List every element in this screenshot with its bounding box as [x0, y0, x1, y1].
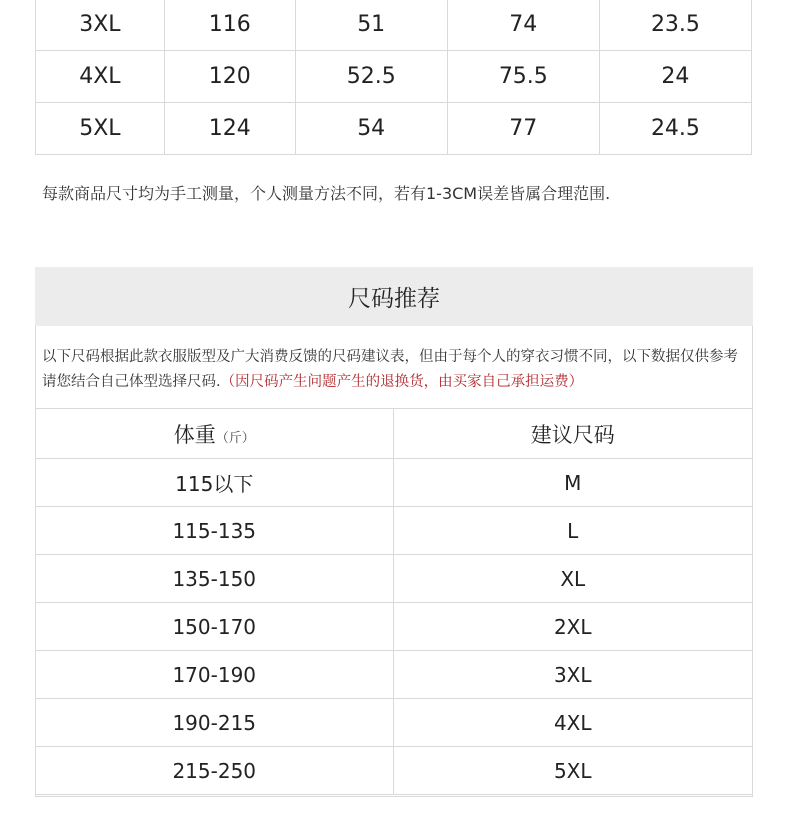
weight-cell: 115以下	[36, 459, 394, 507]
size-cell: 2XL	[393, 603, 753, 651]
table-row	[36, 699, 753, 747]
table-cell: 24.5	[599, 103, 751, 155]
table-row	[36, 103, 752, 155]
recommendation-description	[42, 345, 752, 395]
table-row	[36, 51, 752, 103]
table-header	[36, 409, 753, 459]
table-row	[36, 507, 753, 555]
weight-cell: 150-170	[36, 603, 394, 651]
shipping-warning: （因尺码产生问题产生的退换货，由买家自己承担运费）	[220, 374, 584, 390]
size-cell: L	[393, 507, 753, 555]
table-row	[36, 747, 753, 795]
weight-header-label: 体重	[173, 422, 216, 447]
weight-unit-label: （斤）	[215, 430, 255, 446]
size-cell: XL	[393, 555, 753, 603]
weight-cell: 215-250	[36, 747, 394, 795]
table-cell: 24	[599, 51, 751, 103]
table-cell: 51	[295, 0, 447, 51]
table-row	[36, 459, 753, 507]
table-row	[36, 603, 753, 651]
section-title-text: 尺码推荐	[348, 286, 440, 312]
size-cell: M	[393, 459, 753, 507]
size-cell: 4XL	[393, 699, 753, 747]
table-cell: 54	[295, 103, 447, 155]
table-cell: 3XL	[36, 0, 165, 51]
table-row	[36, 651, 753, 699]
table-cell: 4XL	[36, 51, 165, 103]
table-cell: 74	[447, 0, 599, 51]
table-cell: 23.5	[599, 0, 751, 51]
description-text: 以下尺码根据此款衣服版型及广大消费反馈的尺码建议表，但由于每个人的穿衣习惯不同，以下数据仅供参考请您结合自己体型选择尺码.	[42, 349, 738, 390]
table-cell: 5XL	[36, 103, 165, 155]
table-cell: 116	[164, 0, 295, 51]
size-column-header: 建议尺码	[393, 409, 753, 459]
size-table-body	[36, 0, 752, 155]
weight-cell: 190-215	[36, 699, 394, 747]
table-row	[36, 555, 753, 603]
table-body	[36, 459, 753, 795]
table-row	[36, 0, 752, 51]
table-cell: 124	[164, 103, 295, 155]
size-cell: 3XL	[393, 651, 753, 699]
weight-cell: 115-135	[36, 507, 394, 555]
table-cell: 75.5	[447, 51, 599, 103]
weight-cell: 135-150	[36, 555, 394, 603]
weight-cell: 170-190	[36, 651, 394, 699]
table-cell: 52.5	[295, 51, 447, 103]
size-table	[35, 0, 752, 155]
table-cell: 120	[164, 51, 295, 103]
table-cell: 77	[447, 103, 599, 155]
section-title	[35, 267, 753, 326]
measurement-note: 每款商品尺寸均为手工测量，个人测量方法不同，若有1-3CM误差皆属合理范围.	[42, 184, 611, 203]
size-recommendation-table	[35, 408, 753, 795]
size-cell: 5XL	[393, 747, 753, 795]
weight-column-header	[36, 409, 394, 459]
header-row	[36, 409, 753, 459]
